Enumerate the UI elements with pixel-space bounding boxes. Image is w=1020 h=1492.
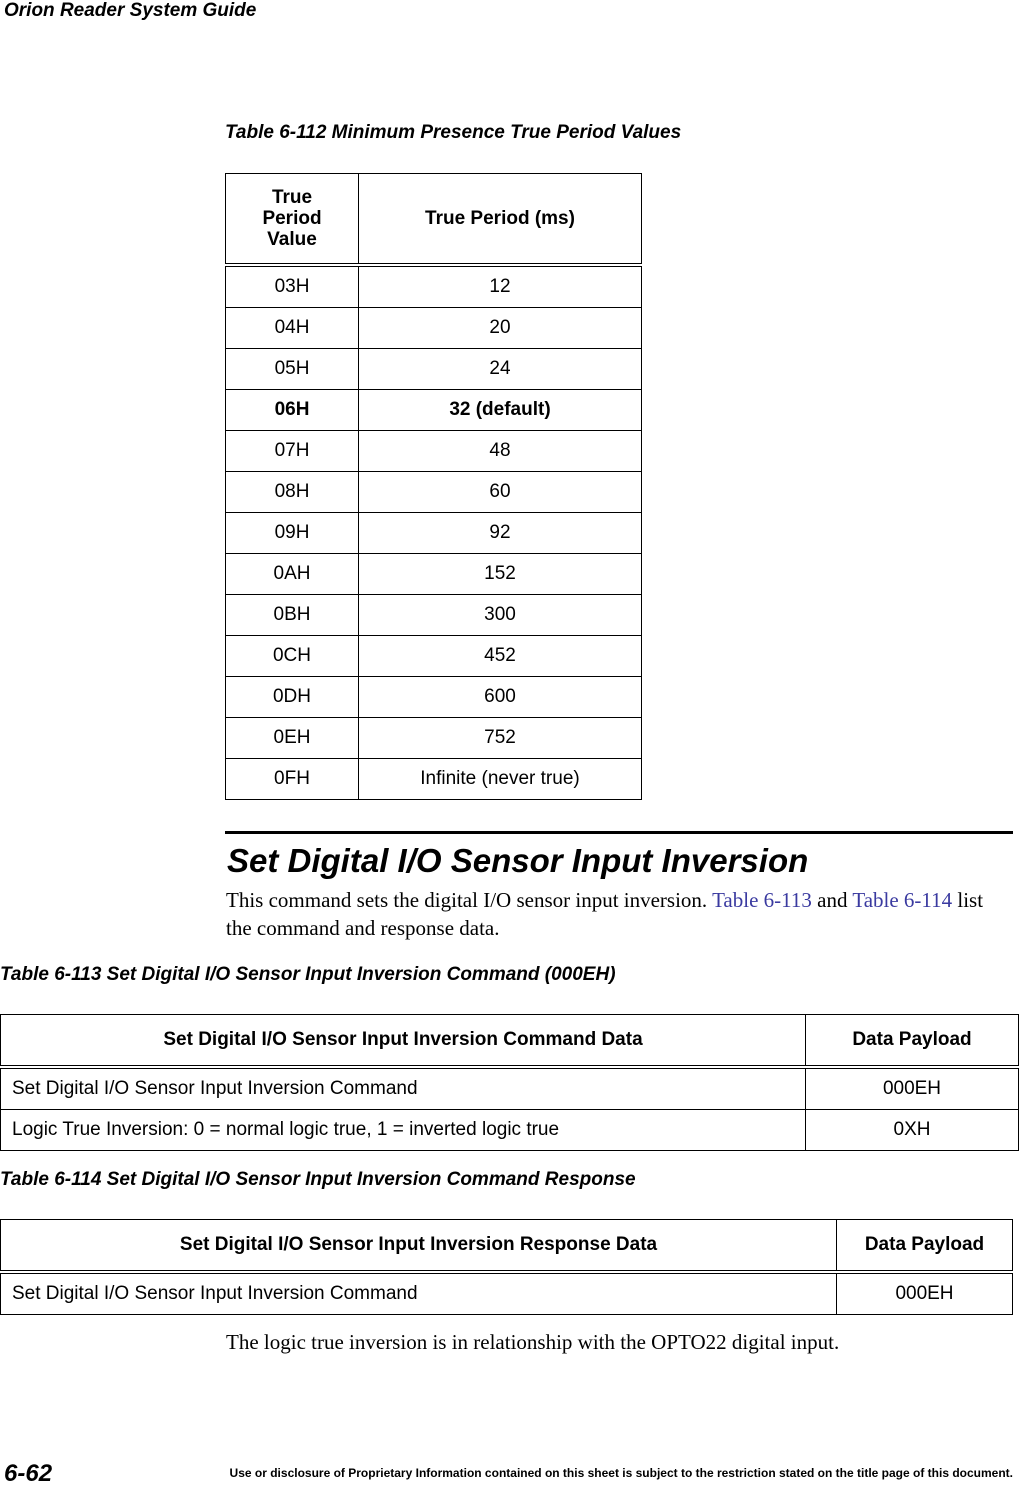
table-row [1, 1272, 1013, 1315]
table-cell: 32 (default) [359, 390, 642, 431]
table-cell: 07H [226, 431, 359, 472]
table-cell: Set Digital I/O Sensor Input Inversion Command [1, 1272, 837, 1315]
table-cell: 0EH [226, 718, 359, 759]
table-row [1, 1067, 1019, 1110]
table-header-row [1, 1015, 1019, 1068]
table-row [226, 636, 642, 677]
intro-text: list the command and response data. [226, 888, 984, 940]
intro-text: and [811, 888, 853, 912]
table-112-caption: Table 6-112 Minimum Presence True Period Values [225, 122, 682, 143]
running-header: Orion Reader System Guide [4, 0, 257, 21]
column-header-command-data: Set Digital I/O Sensor Input Inversion Command Data [1, 1015, 806, 1068]
table-row [1, 1110, 1019, 1151]
table-114 [0, 1219, 1013, 1315]
table-114-caption: Table 6-114 Set Digital I/O Sensor Input Inversion Command Response [0, 1169, 636, 1190]
table-cell: 08H [226, 472, 359, 513]
column-header-data-payload: Data Payload [837, 1220, 1013, 1273]
table-cell: 0DH [226, 677, 359, 718]
section-divider [225, 831, 1013, 834]
table-cell: 20 [359, 308, 642, 349]
column-header-true-period-ms: True Period (ms) [359, 174, 642, 266]
table-cell: 24 [359, 349, 642, 390]
table-cell: 05H [226, 349, 359, 390]
table-cell: 09H [226, 513, 359, 554]
table-113-caption: Table 6-113 Set Digital I/O Sensor Input Inversion Command (000EH) [0, 964, 616, 985]
table-cell: Set Digital I/O Sensor Input Inversion Command [1, 1067, 806, 1110]
table-cell: 04H [226, 308, 359, 349]
table-cell: Logic True Inversion: 0 = normal logic true, 1 = inverted logic true [1, 1110, 806, 1151]
column-header-true-period-value: True Period Value [226, 174, 359, 266]
table-row [226, 554, 642, 595]
table-cell: Infinite (never true) [359, 759, 642, 800]
table-row [226, 308, 642, 349]
table-113 [0, 1014, 1019, 1151]
intro-text: This command sets the digital I/O sensor input inversion. [226, 888, 713, 912]
xref-table-6-114-link[interactable]: Table 6-114 [852, 888, 953, 912]
table-header-row [226, 174, 642, 266]
table-cell: 0BH [226, 595, 359, 636]
section-title: Set Digital I/O Sensor Input Inversion [227, 842, 809, 879]
table-cell: 452 [359, 636, 642, 677]
table-cell: 752 [359, 718, 642, 759]
xref-table-6-113-link[interactable]: Table 6-113 [712, 888, 812, 912]
table-row [226, 718, 642, 759]
table-row [226, 265, 642, 308]
table-cell: 0FH [226, 759, 359, 800]
table-row-default [226, 390, 642, 431]
table-cell: 000EH [806, 1067, 1019, 1110]
closing-paragraph: The logic true inversion is in relationship with the OPTO22 digital input. [226, 1330, 840, 1354]
table-header-row [1, 1220, 1013, 1273]
table-cell: 152 [359, 554, 642, 595]
table-row [226, 595, 642, 636]
table-cell: 06H [226, 390, 359, 431]
table-cell: 300 [359, 595, 642, 636]
column-header-response-data: Set Digital I/O Sensor Input Inversion Response Data [1, 1220, 837, 1273]
table-cell: 600 [359, 677, 642, 718]
table-row [226, 431, 642, 472]
table-cell: 12 [359, 265, 642, 308]
table-cell: 48 [359, 431, 642, 472]
proprietary-notice: Use or disclosure of Proprietary Information contained on this sheet is subject to the restriction stated on the title page of this document. [229, 1466, 1013, 1480]
table-cell: 0XH [806, 1110, 1019, 1151]
column-header-data-payload: Data Payload [806, 1015, 1019, 1068]
table-row [226, 759, 642, 800]
section-intro [226, 886, 996, 942]
page-number: 6-62 [4, 1460, 53, 1487]
table-row [226, 472, 642, 513]
table-row [226, 513, 642, 554]
table-cell: 000EH [837, 1272, 1013, 1315]
table-cell: 60 [359, 472, 642, 513]
table-cell: 0CH [226, 636, 359, 677]
table-cell: 92 [359, 513, 642, 554]
table-row [226, 677, 642, 718]
table-cell: 0AH [226, 554, 359, 595]
table-112 [225, 173, 642, 800]
table-cell: 03H [226, 265, 359, 308]
table-row [226, 349, 642, 390]
